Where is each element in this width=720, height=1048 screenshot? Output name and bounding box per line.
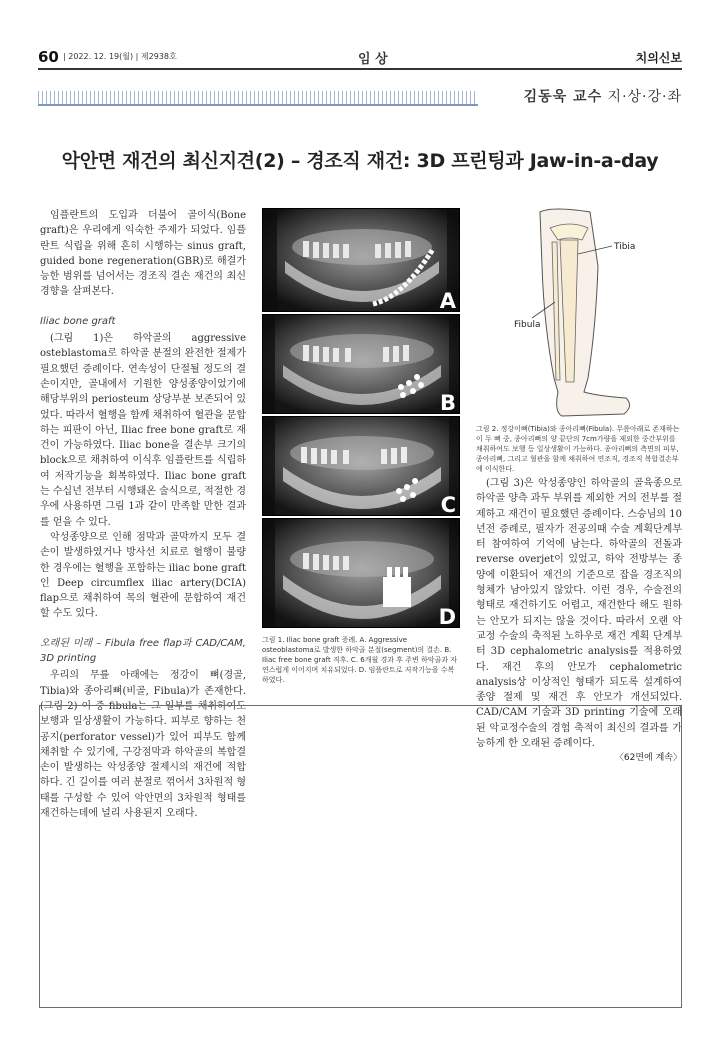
paragraph: (그림 1)은 하악골의 aggressive osteblastoma로 하악골 분절의 완전한 절제가 필요했던 증례이다. 연속성이 단절될 정도의 결손이지만, 골내에서 기원한 양성종양이었기에 해당부위의 periosteum 상당부분 보존되어 있었다. 따라서 혈행을 함께 채취하여 혈관을 문합하는 피판이 아닌, Iliac free bone graft로 재건이 가능하였다. Iliac bone을 결손부 크기의 block으로 채취하여 이식후 임플란트를 식립하여 저작기능을 회복하였다. Iliac bone graft는 수십년 전부터 시행돼온 술식으로, 적절한 경우에 사용하면 그림 1과 같이 만족할 만한 결과를 얻을 수 있다. <box>40 333 246 528</box>
figure-1-caption: 그림 1. Iliac bone graft 증례. A. Aggressive osteoblastoma로 발생한 하악골 분절(segment)의 결손. B. Iliac free bone graft 직후. C. 6개월 경과 후 주변 하악골과 자연스럽게 이어지며 치유되었다. D. 임플란트로 저작기능을 수복하였다. <box>262 636 457 684</box>
intro-paragraph: 임플란트의 도입과 더불어 골이식(Bone graft)은 우리에게 익숙한 주제가 되었다. 임플란트 식립을 위해 흔히 시행하는 sinus graft, guided bone regeneration(GBR)로 해결가능한 범위를 넘어서는 경조직 결손 재건의 최신경향을 살펴본다. <box>40 210 246 298</box>
xray-panel-d <box>262 518 460 628</box>
subhead-iliac: Iliac bone graft <box>40 315 116 327</box>
xray-panel-b <box>262 314 460 414</box>
panel-label: D <box>438 605 456 628</box>
tibia-label: Tibia <box>614 242 636 252</box>
decorative-ticks <box>38 91 478 105</box>
paragraph: (그림 3)은 악성종양인 하악골의 골육종으로 하악골 양측 과두 부위를 제외한 거의 전부를 절제하고 재건이 필요했던 증례이다. 스승님의 10년전 증례로, 필자가 전공의때 수술 계획단계부터 참여하여 기억에 남는다. 하악골의 전돌과 reverse overjet이 있었고, 하악 전방부는 종양에 이환되어 재건의 기준으로 잡을 경조직의 형체가 남아있지 않았다. 이런 경우, 수술전의 형태로 재건하기도 어렵고, 재건한다 해도 원하는 안모가 되지는 않을 것이다. 따라서 오랜 악교정 수술의 축적된 노하우로 재건 계획 단계부터 3D cephalometric analysis를 적용하였다. 재건 후의 안모가 cephalometric analysis상 이상적인 형태가 되도록 설계하여 종양 절제 및 재건 후 안모가 개선되었다. CAD/CAM 기술과 3D printing 기술에 오래된 악교정수술의 경험 축적이 최신의 결과를 가능하게 한 오래된 증례이다. <box>476 478 682 750</box>
paragraph: 우리의 무릎 아래에는 정강이 뼈(경골, Tibia)와 종아리뼈(비골, Fibula)가 존재한다. (그림 2) 이 중 fibula는 그 일부를 채취하여도 보행과 일상생활이 가능하다. 피부로 향하는 천공지(perforator vessel)가 있어 피부도 함께 채취할 수 있기에, 구강점막과 하악골의 복합결손이 발생하는 악성종양 절제시의 재건에 적합하다. 긴 길이를 여러 분절로 꺾어서 3차원적 형태를 구성할 수 있어 악안면의 3차원적 형태를 재건하는데에 널리 사용된지 오래다. <box>40 670 246 819</box>
decorative-baseline <box>38 104 478 106</box>
column-bar <box>38 89 682 107</box>
issue-info: | 2022. 12. 19(월) | 제2938호 <box>63 52 177 61</box>
figure-2-caption: 그림 2. 정강이뼈(Tibia)와 종아리뼈(Fibula). 무릎아래로 존재하는 이 두 뼈 중, 종아리뼈의 양 끝단의 7cm가량을 제외한 중간부위를 채취하여도 보행 등 일상생활이 가능하다. 종아리뼈의 측면의 피부, 종아리뼈, 그리고 혈관을 함께 채취하여 연조직, 경조직 복합결손부에 이식한다. <box>476 425 680 473</box>
leg-bone-illustration <box>480 206 682 420</box>
panel-label: A <box>439 289 456 312</box>
fibula-label: Fibula <box>514 320 541 330</box>
section-title: 임 상 <box>358 52 388 67</box>
column-author: 김동욱 교수 <box>523 89 603 105</box>
newspaper-name: 치의신보 <box>635 51 682 65</box>
panel-label: B <box>439 391 456 414</box>
page-header <box>38 48 682 66</box>
subhead-fibula: 오래된 미래 – Fibula free flap과 CAD/CAM, 3D printing <box>40 637 246 665</box>
column-title: 지·상·강·좌 <box>607 89 682 105</box>
continued-note: 〈62면에 계속〉 <box>614 753 682 764</box>
panel-label: C <box>440 493 456 516</box>
column-name <box>524 86 682 106</box>
page-number: 60 <box>38 48 59 66</box>
header-divider <box>38 68 682 70</box>
article-headline: 악안면 재건의 최신지견(2) – 경조직 재건: 3D 프린팅과 Jaw-in-a-day <box>61 150 659 172</box>
empty-ad-box <box>39 705 682 1008</box>
xray-panel-a <box>262 208 460 312</box>
paragraph: 악성종양으로 인해 점막과 골막까지 모두 결손이 발생하였거나 방사선 치료로 혈행이 불량한 경우에는 혈행을 포함하는 iliac bone graft인 Deep circumflex iliac artery(DCIA) flap으로 채취하여 목의 혈관에 문합하여 재건할 수도 있다. <box>40 531 246 620</box>
xray-panel-c <box>262 416 460 516</box>
